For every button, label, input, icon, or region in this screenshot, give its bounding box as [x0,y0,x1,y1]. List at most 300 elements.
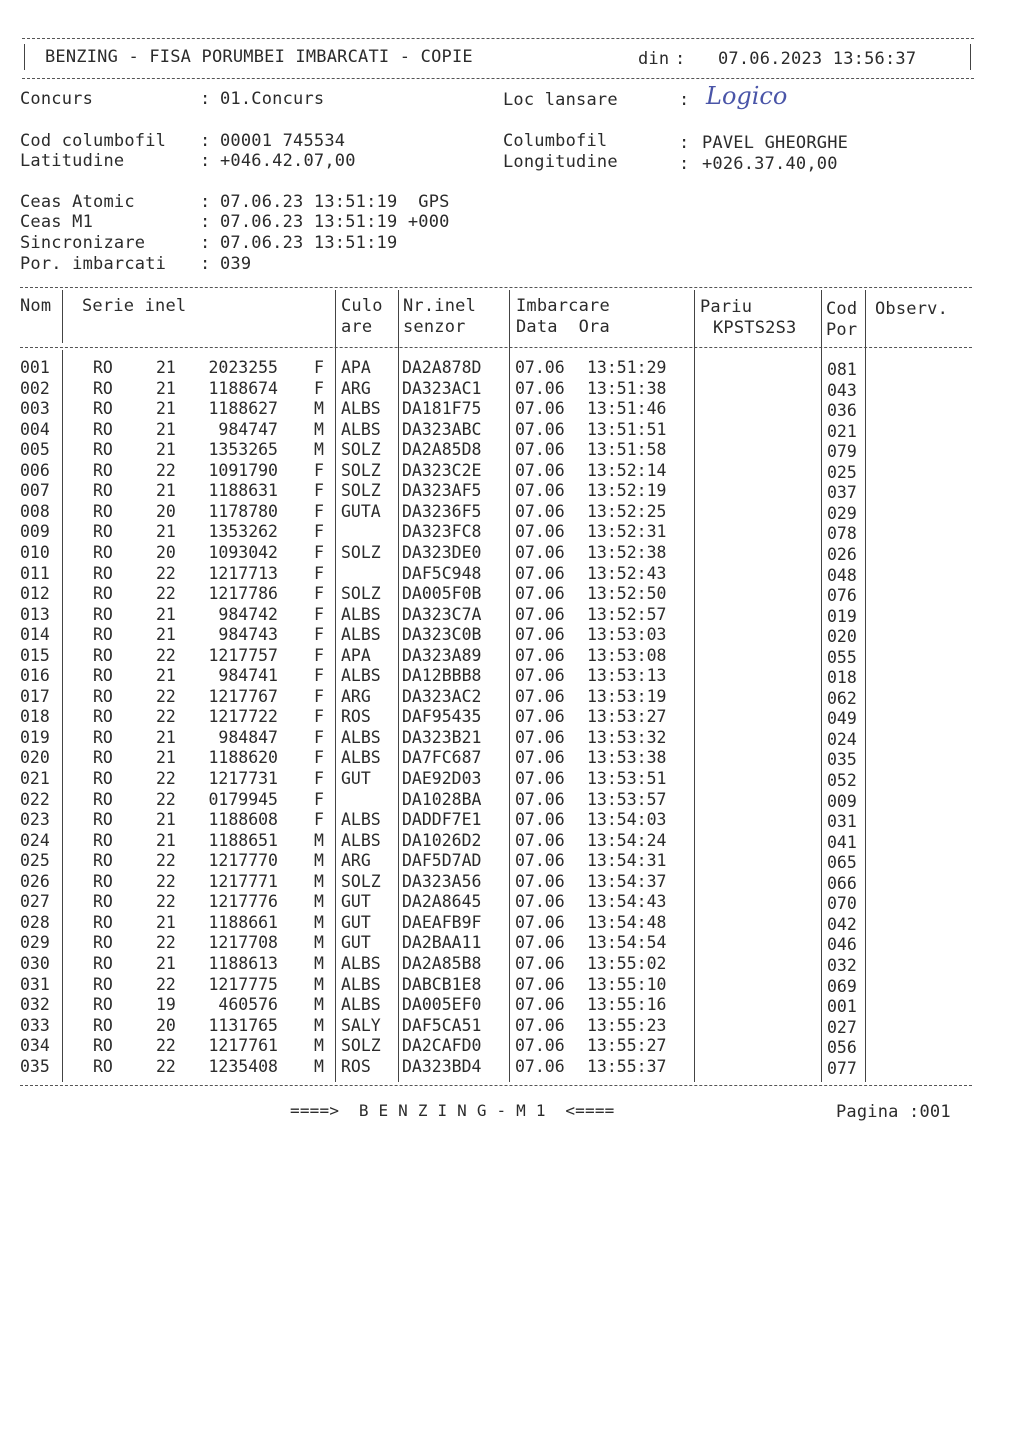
cell-tara: RO [93,501,113,521]
cell-culoare: GUT [341,933,371,953]
cell-sex: F [314,625,324,645]
cell-an: 21 [156,440,176,460]
cell-nr: 1188661 [208,912,278,932]
cell-data: 07.06 [515,460,565,480]
cell-culoare: GUT [341,892,371,912]
cell-an: 19 [156,995,176,1015]
cell-ora: 13:52:19 [587,481,667,501]
cell-culoare: SOLZ [341,542,381,562]
table-row [0,975,1024,996]
cell-senzor: DA323BD4 [402,1056,482,1076]
cell-nr: 1217786 [208,584,278,604]
loc-lansare-label: Loc lansare [503,90,618,110]
columbofil-value: PAVEL GHEORGHE [702,133,849,153]
cell-senzor: DA323B21 [402,727,482,747]
cell-tara: RO [93,378,113,398]
table-row [0,995,1024,1016]
cell-culoare: ALBS [341,995,381,1015]
cell-culoare: ALBS [341,830,381,850]
cell-nom: 015 [20,645,50,665]
cell-cod: 031 [827,812,857,832]
cell-data: 07.06 [515,1056,565,1076]
cell-cod: 065 [827,853,857,873]
cell-tara: RO [93,686,113,706]
cell-sex: F [314,604,324,624]
cell-tara: RO [93,666,113,686]
cell-nom: 032 [20,995,50,1015]
cell-cod: 026 [827,544,857,564]
cell-ora: 13:54:54 [587,933,667,953]
cell-cod: 018 [827,668,857,688]
cell-nom: 009 [20,522,50,542]
ceas-atomic-value: 07.06.23 13:51:19 GPS [220,192,450,212]
longitudine-value: +026.37.40,00 [702,154,838,174]
latitudine-label: Latitudine [20,151,125,171]
cell-tara: RO [93,419,113,439]
cell-culoare: ROS [341,707,371,727]
cell-tara: RO [93,358,113,377]
cell-an: 21 [156,378,176,398]
cell-data: 07.06 [515,378,565,398]
cell-an: 21 [156,604,176,624]
cell-culoare: SOLZ [341,460,381,480]
cell-nr: 1353265 [208,440,278,460]
cell-culoare: ARG [341,686,371,706]
report-title: BENZING - FISA PORUMBEI IMBARCATI - COPIE [45,47,473,67]
cell-tara: RO [93,1036,113,1056]
cell-senzor: DA323C7A [402,604,482,624]
cell-ora: 13:55:37 [587,1056,667,1076]
cell-tara: RO [93,748,113,768]
table-row [0,564,1024,585]
table-row [0,810,1024,831]
cell-ora: 13:53:51 [587,769,667,788]
cell-nr: 1217757 [208,645,278,665]
cell-tara: RO [93,1056,113,1076]
cell-culoare: GUTA [341,501,381,521]
header-culoare: Culo [341,296,383,316]
cell-nr: 984741 [218,666,278,686]
cell-tara: RO [93,830,113,850]
cell-an: 21 [156,481,176,501]
cell-culoare: GUT [341,912,371,932]
cell-an: 21 [156,419,176,439]
cell-tara: RO [93,604,113,624]
cell-nom: 012 [20,584,50,604]
cell-data: 07.06 [515,563,565,583]
cell-tara: RO [93,399,113,419]
cell-ora: 13:51:58 [587,440,667,460]
cell-senzor: DA2A85B8 [402,953,482,973]
cell-an: 21 [156,953,176,973]
cell-cod: 066 [827,873,857,893]
cell-cod: 036 [827,401,857,421]
cell-culoare: ALBS [341,625,381,645]
cell-data: 07.06 [515,707,565,727]
concurs-value: 01.Concurs [220,89,325,109]
cell-nr: 0179945 [208,789,278,809]
cell-nr: 1188620 [208,748,278,768]
cell-sex: F [314,481,324,501]
cell-an: 22 [156,645,176,665]
cell-ora: 13:52:14 [587,460,667,480]
cell-an: 21 [156,666,176,686]
concurs-label: Concurs [20,89,94,109]
cell-ora: 13:53:13 [587,666,667,686]
report-page: BENZING - FISA PORUMBEI IMBARCATI - COPIE din : 07.06.2023 13:56:37 Concurs : 01.Concurs Loc lansare : Logico Cod columbofil : 00001 745534 Columbofil : PAVEL GHEORGHE Latitudine : +046.42.07,00 Longitudine : +026.37.40,00 Ceas Atomic : 07.06.23 13:51:19 GPS Ceas M1 : 07.06.23 13:51:19 +000 Sincronizare : 07.06.23 13:51:19 Por. imbarcati : 039 Nom Serie inel Culo are Nr.inel senzor Imbarcare Data Ora Pariu KPSTS2S3 Cod Por Observ. 001 RO 21 2023255 F APA DA2A878D 07.06 13:51:29 081 002 RO 21 1188674 F ARG DA323AC1 07.06 13:51:38 043 003 RO 21 1188627 M ALBS DA181F75 07.06 13:51:46 036 004 RO 21 984747 M ALBS DA323ABC 07.06 13:51:51 021 005 RO 21 1353265 M SOLZ DA2A85D8 07.06 13:51:58 079 006 RO 22 1091790 F SOLZ DA323C2E 07.06 13:52:14 025 007 RO 21 1188631 F SOLZ DA323AF5 07.06 13:52:19 037 008 RO 20 1178780 F GUTA DA3236F5 07.06 13:52:25 029 009 RO 21 1353262 F DA323FC8 07.06 13:52:31 078 010 RO 20 1093042 F SOLZ DA323DE0 07.06 13:52:38 026 011 RO 22 1217713 F DAF5C948 07.06 13:52:43 048 012 RO 22 1217786 F SOLZ DA005F0B 07.06 13:52:50 076 013 RO 21 984742 F ALBS DA323C7A 07.06 13:52:57 019 014 RO 21 984743 F ALBS DA323C0B 07.06 13:53:03 020 015 RO 22 1217757 F APA DA323A89 07.06 13:53:08 055 016 RO 21 984741 F ALBS DA12BBB8 07.06 13:53:13 018 017 RO 22 1217767 F ARG DA323AC2 07.06 13:53:19 062 018 RO 22 1217722 F ROS DAF95435 07.06 13:53:27 049 019 RO 21 984847 F ALBS DA323B21 07.06 13:53:32 024 020 RO 21 1188620 F ALBS DA7FC687 07.06 13:53:38 035 021 RO 22 1217731 F GUT DAE92D03 07.06 13:53:51 052 022 RO 22 0179945 F DA1028BA 07.06 13:53:57 009 023 RO 21 1188608 F ALBS DADDF7E1 07.06 13:54:03 031 024 RO 21 1188651 M ALBS DA1026D2 07.06 13:54:24 041 025 RO 22 1217770 M ARG DAF5D7AD 07.06 13:54:31 065 026 RO 22 1217771 M SOLZ DA323A56 07.06 13:54:37 066 027 RO 22 1217776 M GUT DA2A8645 07.06 13:54:43 070 028 RO 21 1188661 M GUT DAEAFB9F 07.06 13:54:48 042 029 RO 22 1217708 M GUT DA2BAA11 07.06 13:54:54 046 030 RO 21 1188613 M ALBS DA2A85B8 07.06 13:55:02 032 031 RO 22 1217775 M ALBS DABCB1E8 07.06 13:55:10 069 032 RO 19 460576 M ALBS DA005EF0 07.06 13:55:16 001 033 RO 20 1131765 M SALY DAF5CA51 07.06 13:55:23 027 034 RO 22 1217761 M SOLZ DA2CAFD0 07.06 13:55:27 056 035 RO 22 1235408 M ROS DA323BD4 07.06 13:55:37 077 ====> B E N Z I N G - M 1 <==== Pagina :001 [0,0,1024,1446]
cell-sex: F [314,686,324,706]
cell-senzor: DA005EF0 [402,995,482,1015]
cell-ora: 13:53:38 [587,748,667,768]
cell-data: 07.06 [515,542,565,562]
cell-culoare: SALY [341,1015,381,1035]
cell-data: 07.06 [515,358,565,377]
cell-tara: RO [93,1015,113,1035]
cell-sex: F [314,810,324,830]
cell-nom: 035 [20,1056,50,1076]
cell-nom: 003 [20,399,50,419]
cell-ora: 13:52:31 [587,522,667,542]
cell-data: 07.06 [515,995,565,1015]
cell-an: 21 [156,748,176,768]
cell-ora: 13:55:27 [587,1036,667,1056]
cell-data: 07.06 [515,419,565,439]
cell-senzor: DA7FC687 [402,748,482,768]
cell-senzor: DA323AC1 [402,378,482,398]
ceas-atomic-label: Ceas Atomic [20,192,135,212]
cell-an: 22 [156,769,176,788]
cell-nr: 984743 [218,625,278,645]
cell-tara: RO [93,953,113,973]
cell-nr: 1188627 [208,399,278,419]
cell-sex: M [314,892,324,912]
cell-cod: 019 [827,606,857,626]
cell-senzor: DA2A878D [402,358,482,377]
loc-lansare-handwritten: Logico [706,82,788,110]
cell-culoare: SOLZ [341,584,381,604]
table-row [0,1036,1024,1057]
table-row [0,461,1024,482]
table-row [0,954,1024,975]
cell-nr: 1188674 [208,378,278,398]
cell-senzor: DA1026D2 [402,830,482,850]
cell-ora: 13:53:27 [587,707,667,727]
cell-an: 22 [156,563,176,583]
title-right-border [970,44,971,70]
table-top-border [20,287,972,288]
header-nr-inel: Nr.inel [403,296,477,316]
cell-nr: 1091790 [208,460,278,480]
cell-ora: 13:52:25 [587,501,667,521]
cell-tara: RO [93,440,113,460]
cell-cod: 079 [827,442,857,462]
col-line-nom [62,290,63,343]
cell-senzor: DA323DE0 [402,542,482,562]
table-row [0,605,1024,626]
cell-nom: 033 [20,1015,50,1035]
cell-data: 07.06 [515,769,565,788]
cell-nom: 013 [20,604,50,624]
cell-an: 21 [156,810,176,830]
cell-culoare: ALBS [341,974,381,994]
cell-sex: M [314,912,324,932]
cell-cod: 052 [827,771,857,790]
header-observatii: Observ. [875,299,949,319]
cell-an: 22 [156,584,176,604]
cod-columbofil-label: Cod columbofil [20,131,167,151]
cell-data: 07.06 [515,953,565,973]
cell-nr: 1188631 [208,481,278,501]
cell-senzor: DA181F75 [402,399,482,419]
cell-data: 07.06 [515,501,565,521]
table-row [0,646,1024,667]
sincronizare-label: Sincronizare [20,233,146,253]
cell-ora: 13:53:19 [587,686,667,706]
cell-nr: 1217767 [208,686,278,706]
cell-nom: 027 [20,892,50,912]
cell-an: 20 [156,542,176,562]
cell-data: 07.06 [515,522,565,542]
cell-senzor: DAF95435 [402,707,482,727]
table-row [0,831,1024,852]
cell-nr: 460576 [218,995,278,1015]
cell-tara: RO [93,974,113,994]
cell-senzor: DAF5CA51 [402,1015,482,1035]
cell-culoare: ALBS [341,399,381,419]
table-row [0,687,1024,708]
cell-ora: 13:52:57 [587,604,667,624]
cell-culoare: SOLZ [341,481,381,501]
cell-ora: 13:54:48 [587,912,667,932]
cell-culoare: ROS [341,1056,371,1076]
por-imbarcati-value: 039 [220,254,252,274]
cell-senzor: DA2A85D8 [402,440,482,460]
cell-senzor: DA323C2E [402,460,482,480]
cell-an: 22 [156,871,176,891]
table-row [0,625,1024,646]
page-number: Pagina :001 [836,1102,951,1122]
cell-nom: 024 [20,830,50,850]
cell-cod: 041 [827,832,857,852]
table-row [0,358,1024,379]
cell-cod: 070 [827,894,857,914]
cell-an: 21 [156,358,176,377]
table-row [0,769,1024,790]
cell-nom: 002 [20,378,50,398]
cell-ora: 13:55:10 [587,974,667,994]
cell-tara: RO [93,912,113,932]
cell-nom: 034 [20,1036,50,1056]
cell-data: 07.06 [515,974,565,994]
table-row [0,543,1024,564]
table-row [0,707,1024,728]
cell-data: 07.06 [515,625,565,645]
cell-nr: 1217731 [208,769,278,788]
cell-nom: 010 [20,542,50,562]
cell-sex: M [314,871,324,891]
cell-tara: RO [93,542,113,562]
cell-nom: 023 [20,810,50,830]
date-colon: : [675,49,686,69]
cell-nom: 026 [20,871,50,891]
cell-nr: 984742 [218,604,278,624]
cell-nr: 1217771 [208,871,278,891]
cell-sex: M [314,1015,324,1035]
cell-nr: 1178780 [208,501,278,521]
cell-nr: 1131765 [208,1015,278,1035]
cell-culoare: APA [341,645,371,665]
cell-sex: F [314,727,324,747]
cell-an: 22 [156,892,176,912]
cell-an: 21 [156,625,176,645]
cell-data: 07.06 [515,584,565,604]
cell-culoare: ALBS [341,419,381,439]
table-row [0,728,1024,749]
cell-sex: M [314,1056,324,1076]
cell-nom: 020 [20,748,50,768]
cell-sex: F [314,584,324,604]
cell-tara: RO [93,584,113,604]
sincronizare-value: 07.06.23 13:51:19 [220,233,398,253]
cell-tara: RO [93,892,113,912]
table-row [0,399,1024,420]
table-header-divider [20,347,972,348]
table-row [0,440,1024,461]
cell-ora: 13:53:32 [587,727,667,747]
cell-an: 21 [156,912,176,932]
cell-data: 07.06 [515,933,565,953]
cell-nr: 1217776 [208,892,278,912]
cell-cod: 043 [827,380,857,400]
cell-ora: 13:54:03 [587,810,667,830]
cell-nom: 017 [20,686,50,706]
cell-cod: 020 [827,627,857,647]
cell-cod: 049 [827,709,857,729]
cell-an: 22 [156,707,176,727]
cell-senzor: DAF5D7AD [402,851,482,871]
cell-nr: 1353262 [208,522,278,542]
cell-senzor: DA005F0B [402,584,482,604]
cell-nr: 1217761 [208,1036,278,1056]
cell-nom: 016 [20,666,50,686]
cod-columbofil-value: 00001 745534 [220,131,346,151]
title-bottom-border [22,78,974,79]
cell-culoare: ALBS [341,810,381,830]
cell-ora: 13:55:23 [587,1015,667,1035]
cell-cod: 025 [827,462,857,482]
cell-nr: 1217770 [208,851,278,871]
cell-senzor: DAF5C948 [402,563,482,583]
cell-an: 21 [156,522,176,542]
cell-cod: 029 [827,503,857,523]
cell-nom: 022 [20,789,50,809]
cell-tara: RO [93,460,113,480]
ceas-m1-value: 07.06.23 13:51:19 +000 [220,212,450,232]
cell-tara: RO [93,727,113,747]
cell-an: 22 [156,789,176,809]
cell-an: 22 [156,974,176,994]
cell-data: 07.06 [515,1015,565,1035]
cell-data: 07.06 [515,789,565,809]
cell-data: 07.06 [515,871,565,891]
header-pariu: Pariu [700,297,753,317]
cell-sex: M [314,830,324,850]
cell-senzor: DAEAFB9F [402,912,482,932]
longitudine-label: Longitudine [503,152,618,172]
header-cod-por: Cod [826,299,858,319]
cell-tara: RO [93,481,113,501]
cell-tara: RO [93,871,113,891]
cell-sex: F [314,501,324,521]
cell-culoare: ALBS [341,727,381,747]
cell-nr: 1217722 [208,707,278,727]
cell-cod: 077 [827,1058,857,1078]
cell-sex: F [314,460,324,480]
cell-culoare: APA [341,358,371,377]
cell-data: 07.06 [515,686,565,706]
cell-nom: 021 [20,769,50,788]
cell-cod: 046 [827,935,857,955]
cell-nom: 006 [20,460,50,480]
cell-nom: 014 [20,625,50,645]
cell-sex: M [314,440,324,460]
cell-sex: F [314,378,324,398]
cell-ora: 13:52:38 [587,542,667,562]
cell-an: 22 [156,933,176,953]
cell-an: 22 [156,1036,176,1056]
cell-tara: RO [93,522,113,542]
cell-tara: RO [93,707,113,727]
cell-tara: RO [93,769,113,788]
cell-data: 07.06 [515,851,565,871]
cell-cod: 069 [827,976,857,996]
cell-tara: RO [93,789,113,809]
cell-tara: RO [93,995,113,1015]
cell-nom: 008 [20,501,50,521]
cell-data: 07.06 [515,604,565,624]
cell-an: 21 [156,727,176,747]
cell-sex: F [314,542,324,562]
cell-an: 20 [156,1015,176,1035]
cell-data: 07.06 [515,727,565,747]
cell-cod: 009 [827,791,857,811]
cell-nr: 2023255 [208,358,278,377]
cell-sex: M [314,974,324,994]
cell-an: 22 [156,851,176,871]
cell-nom: 030 [20,953,50,973]
cell-nom: 007 [20,481,50,501]
cell-nr: 984747 [218,419,278,439]
cell-ora: 13:51:51 [587,419,667,439]
cell-tara: RO [93,645,113,665]
cell-sex: M [314,1036,324,1056]
cell-an: 22 [156,460,176,480]
cell-data: 07.06 [515,440,565,460]
cell-nom: 001 [20,358,50,377]
cell-sex: M [314,851,324,871]
table-row [0,790,1024,811]
columbofil-label: Columbofil [503,131,608,151]
cell-sex: M [314,399,324,419]
cell-data: 07.06 [515,481,565,501]
cell-senzor: DA2BAA11 [402,933,482,953]
title-top-border [22,38,974,39]
table-row [0,872,1024,893]
table-row [0,584,1024,605]
cell-culoare: GUT [341,769,371,788]
cell-sex: F [314,789,324,809]
table-row [0,892,1024,913]
